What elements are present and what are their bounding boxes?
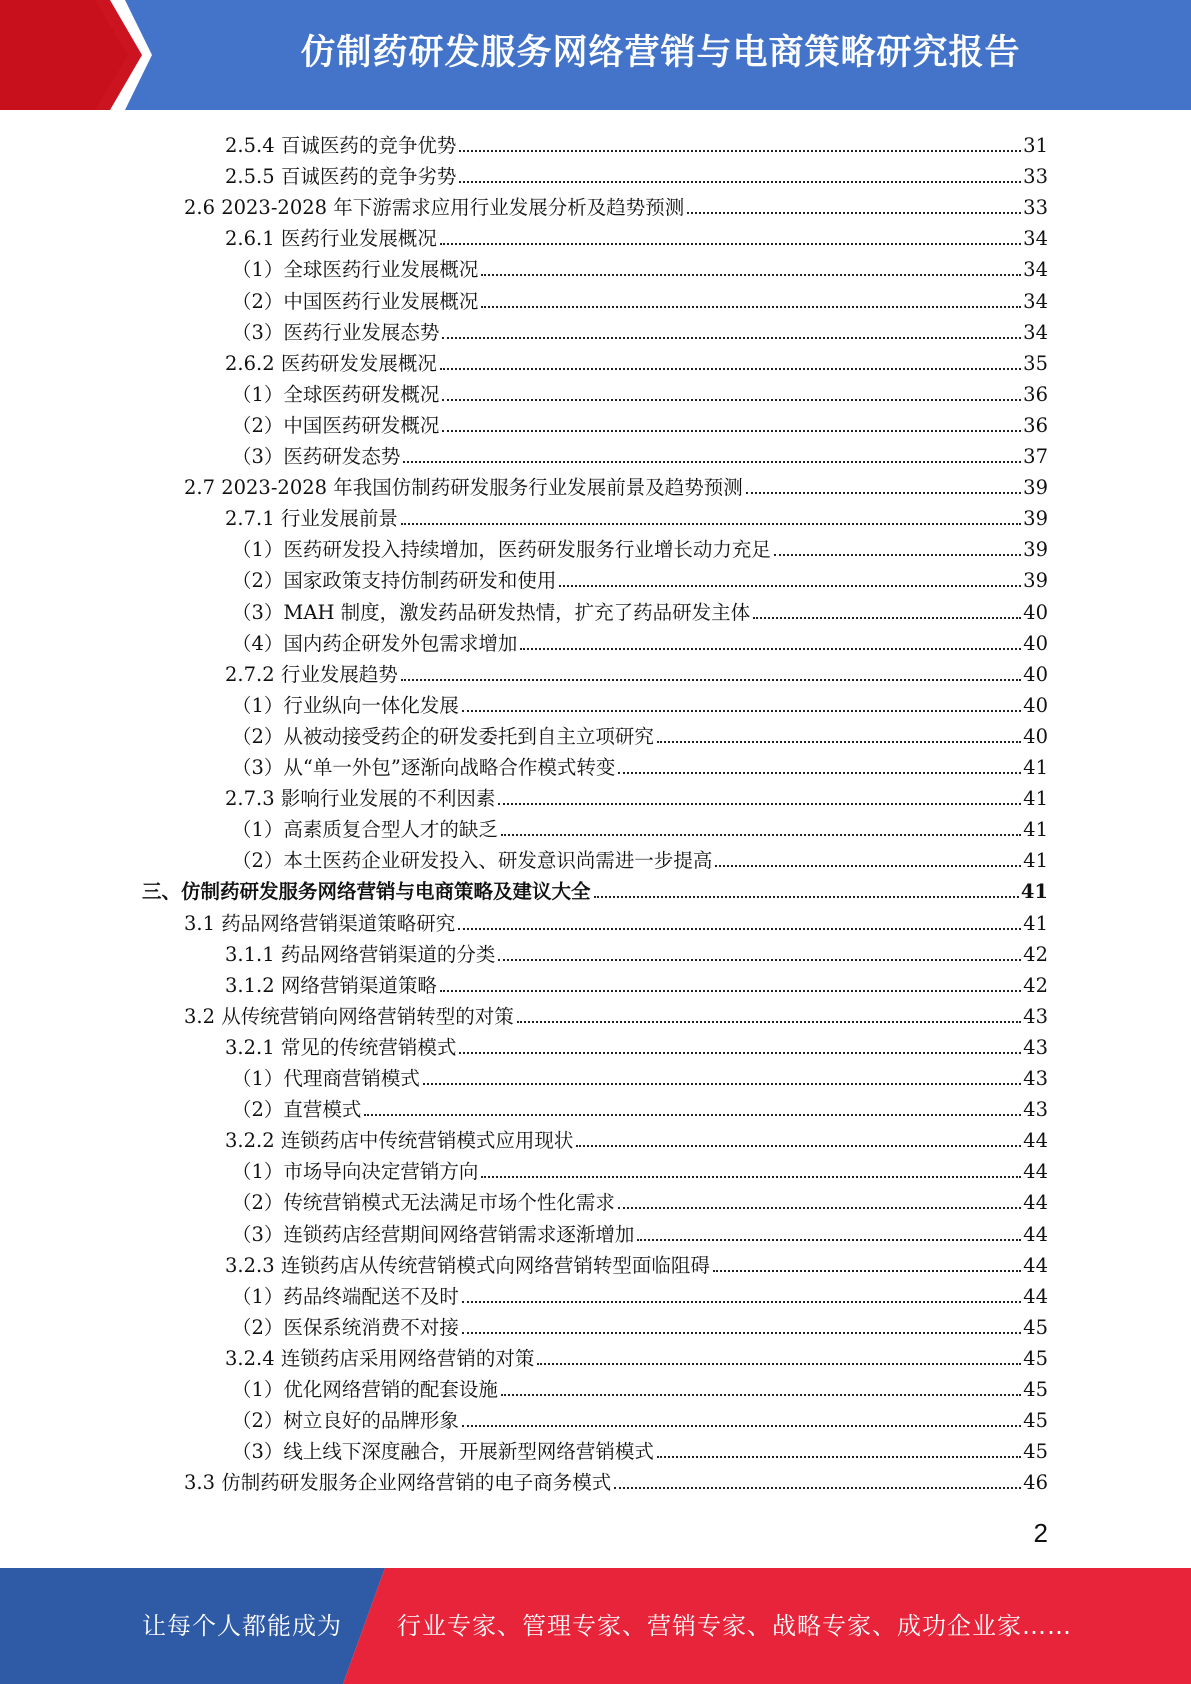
toc-entry[interactable] [232, 750, 1048, 781]
toc-entry-title: （2）中国医药行业发展概况 [232, 289, 479, 313]
toc-entry-title: 2.5.5 百诚医药的竞争劣势 [225, 165, 457, 189]
toc-entry-title: 2.5.4 百诚医药的竞争优势 [225, 134, 457, 157]
toc-entry-title: （2）国家政策支持仿制药研发和使用 [232, 569, 557, 593]
toc-entry-page: 45 [1023, 1315, 1048, 1339]
toc-entry[interactable] [232, 595, 1048, 626]
toc-entry-title: （2）医保系统消费不对接 [232, 1315, 459, 1339]
toc-entry-page: 40 [1023, 600, 1048, 624]
toc-entry-page: 31 [1023, 134, 1048, 157]
toc-dot-leader [576, 1145, 1021, 1147]
toc-entry-page: 39 [1023, 538, 1048, 562]
toc-entry[interactable] [225, 781, 1048, 812]
toc-entry-title: 3.2.4 连锁药店采用网络营销的对策 [225, 1346, 535, 1370]
toc-dot-leader [481, 1176, 1021, 1178]
toc-entry[interactable] [232, 688, 1048, 719]
toc-entry[interactable] [232, 408, 1048, 439]
toc-entry[interactable] [232, 1310, 1048, 1341]
toc-entry-title: （1）医药研发投入持续增加，医药研发服务行业增长动力充足 [232, 538, 771, 562]
toc-entry-page: 39 [1023, 569, 1048, 593]
header-banner [0, 0, 1191, 110]
toc-entry-page: 41 [1023, 849, 1048, 873]
toc-entry-title: 2.6.1 医药行业发展概况 [225, 227, 437, 251]
toc-entry[interactable] [225, 128, 1048, 159]
toc-entry[interactable] [225, 1030, 1048, 1061]
toc-entry-title: （3）连锁药店经营期间网络营销需求逐渐增加 [232, 1222, 635, 1246]
toc-dot-leader [440, 243, 1021, 245]
toc-entry-title: （1）行业纵向一体化发展 [232, 693, 459, 717]
toc-entry-page: 40 [1023, 693, 1048, 717]
toc-entry-page: 40 [1023, 662, 1048, 686]
toc-entry[interactable] [184, 999, 1048, 1030]
toc-dot-leader [501, 834, 1021, 836]
toc-dot-leader [442, 430, 1021, 432]
toc-entry-page: 34 [1023, 258, 1048, 282]
toc-entry-page: 44 [1023, 1129, 1048, 1153]
toc-entry[interactable] [232, 377, 1048, 408]
toc-dot-leader [637, 1239, 1021, 1241]
toc-entry-title: 2.7 2023-2028 年我国仿制药研发服务行业发展前景及趋势预测 [184, 476, 743, 500]
toc-dot-leader [657, 741, 1021, 743]
toc-entry[interactable] [225, 968, 1048, 999]
toc-entry[interactable] [232, 439, 1048, 470]
toc-entry[interactable] [232, 315, 1048, 346]
toc-entry-page: 42 [1023, 973, 1048, 997]
toc-entry-title: （3）MAH 制度，激发药品研发热情，扩充了药品研发主体 [232, 600, 751, 624]
toc-entry-title: （1）全球医药研发概况 [232, 382, 440, 406]
toc-entry-page: 44 [1023, 1253, 1048, 1277]
toc-entry-title: 3.1.2 网络营销渠道策略 [225, 973, 437, 997]
toc-entry[interactable] [225, 1248, 1048, 1279]
toc-entry-page: 42 [1023, 942, 1048, 966]
toc-entry-page: 43 [1023, 1004, 1048, 1028]
toc-entry-page: 45 [1023, 1378, 1048, 1401]
toc-dot-leader [618, 1207, 1021, 1209]
toc-entry-page: 41 [1020, 880, 1048, 904]
toc-entry-title: （2）从被动接受药企的研发委托到自主立项研究 [232, 724, 654, 748]
toc-dot-leader [715, 865, 1021, 867]
toc-dot-leader [481, 306, 1021, 308]
toc-entry-title: （3）线上线下深度融合，开展新型网络营销模式 [232, 1440, 654, 1464]
toc-entry[interactable] [232, 1403, 1048, 1434]
toc-dot-leader [442, 399, 1021, 401]
toc-dot-leader [459, 181, 1021, 183]
toc-entry[interactable] [225, 1341, 1048, 1372]
footer-slogan-left: 让每个人都能成为 [142, 1612, 342, 1640]
toc-entry-title: （1）药品终端配送不及时 [232, 1284, 459, 1308]
toc-entry-page: 44 [1023, 1284, 1048, 1308]
toc-dot-leader [459, 150, 1021, 152]
toc-entry-title: 3.2.3 连锁药店从传统营销模式向网络营销转型面临阻碍 [225, 1253, 710, 1277]
toc-dot-leader [364, 1114, 1021, 1116]
toc-entry-title: （1）代理商营销模式 [232, 1067, 420, 1090]
toc-entry[interactable] [225, 501, 1048, 532]
toc-entry[interactable] [184, 190, 1048, 221]
toc-entry-page: 34 [1023, 289, 1048, 313]
toc-entry[interactable] [232, 843, 1048, 874]
toc-dot-leader [481, 274, 1021, 276]
toc-entry[interactable] [232, 719, 1048, 750]
toc-entry-title: （1）市场导向决定营销方向 [232, 1160, 479, 1184]
toc-dot-leader [753, 617, 1021, 619]
toc-dot-leader [614, 1487, 1021, 1489]
toc-entry-title: （2）树立良好的品牌形象 [232, 1409, 459, 1433]
toc-entry-title: 2.7.1 行业发展前景 [225, 507, 398, 531]
toc-entry[interactable] [232, 1372, 1048, 1403]
toc-dot-leader [594, 896, 1019, 898]
toc-dot-leader [462, 710, 1021, 712]
toc-dot-leader [657, 1456, 1021, 1458]
toc-entry-title: （2）本土医药企业研发投入、研发意识尚需进一步提高 [232, 849, 713, 873]
toc-dot-leader [440, 368, 1021, 370]
toc-entry-title: （4）国内药企研发外包需求增加 [232, 631, 518, 655]
toc-entry-page: 39 [1023, 476, 1048, 500]
toc-entry[interactable] [232, 1434, 1048, 1465]
toc-entry-page: 41 [1023, 756, 1048, 779]
toc-dot-leader [687, 212, 1021, 214]
toc-entry-page: 33 [1023, 196, 1048, 220]
toc-entry-page: 36 [1023, 413, 1048, 437]
toc-entry-title: （2）直营模式 [232, 1098, 362, 1122]
toc-dot-leader [501, 1394, 1021, 1396]
toc-entry[interactable] [184, 1465, 1048, 1496]
toc-dot-leader [498, 959, 1021, 961]
toc-entry-page: 34 [1023, 227, 1048, 251]
toc-entry-title: （3）医药研发态势 [232, 445, 401, 468]
toc-entry[interactable] [225, 657, 1048, 688]
toc-entry[interactable] [232, 1217, 1048, 1248]
toc-entry[interactable] [232, 1061, 1048, 1092]
toc-dot-leader [462, 1332, 1021, 1334]
toc-dot-leader [458, 928, 1021, 930]
toc-dot-leader [746, 492, 1021, 494]
toc-entry-page: 35 [1023, 351, 1048, 375]
toc-entry[interactable] [232, 626, 1048, 657]
toc-entry-title: （3）从“单一外包”逐渐向战略合作模式转变 [232, 756, 616, 779]
toc-entry[interactable] [232, 812, 1048, 843]
toc-entry[interactable] [225, 937, 1048, 968]
toc-entry-title: 3.1.1 药品网络营销渠道的分类 [225, 942, 496, 966]
toc-dot-leader [713, 1270, 1021, 1272]
toc-entry[interactable] [184, 906, 1048, 937]
toc-entry-page: 41 [1023, 787, 1048, 811]
toc-entry-page: 33 [1023, 165, 1048, 189]
toc-entry-title: （2）传统营销模式无法满足市场个性化需求 [232, 1191, 615, 1215]
toc-entry-title: 3.3 仿制药研发服务企业网络营销的电子商务模式 [184, 1471, 612, 1495]
toc-entry-page: 43 [1023, 1035, 1048, 1059]
toc-entry-title: 三、仿制药研发服务网络营销与电商策略及建议大全 [142, 880, 591, 904]
toc-entry-page: 41 [1023, 911, 1048, 935]
toc-entry-page: 45 [1023, 1409, 1048, 1433]
toc-entry[interactable] [225, 346, 1048, 377]
toc-entry[interactable] [232, 252, 1048, 283]
toc-entry-page: 41 [1023, 818, 1048, 842]
toc-entry-page: 43 [1023, 1067, 1048, 1090]
toc-dot-leader [774, 554, 1021, 556]
toc-entry[interactable] [225, 221, 1048, 252]
toc-entry[interactable] [232, 1154, 1048, 1185]
toc-entry-page: 44 [1023, 1191, 1048, 1215]
toc-entry[interactable] [232, 532, 1048, 563]
toc-entry-title: 2.6 2023-2028 年下游需求应用行业发展分析及趋势预测 [184, 196, 685, 220]
toc-dot-leader [498, 803, 1021, 805]
toc-entry-page: 40 [1023, 724, 1048, 748]
toc-entry-title: 2.7.2 行业发展趋势 [225, 662, 398, 686]
toc-entry-page: 45 [1023, 1346, 1048, 1370]
toc-dot-leader [559, 585, 1021, 587]
toc-dot-leader [401, 679, 1021, 681]
toc-dot-leader [520, 648, 1021, 650]
toc-entry[interactable] [232, 1185, 1048, 1216]
toc-entry[interactable] [142, 874, 1048, 905]
toc-entry-title: 3.2.2 连锁药店中传统营销模式应用现状 [225, 1129, 574, 1153]
toc-entry-title: （1）全球医药行业发展概况 [232, 258, 479, 282]
toc-entry[interactable] [232, 1279, 1048, 1310]
toc-entry-title: 2.6.2 医药研发发展概况 [225, 351, 437, 375]
toc-dot-leader [537, 1363, 1021, 1365]
footer-banner [0, 1568, 1191, 1684]
toc-dot-leader [462, 1425, 1021, 1427]
toc-dot-leader [442, 337, 1021, 339]
toc-dot-leader [401, 523, 1021, 525]
toc-entry[interactable] [232, 284, 1048, 315]
toc-entry-title: （1）高素质复合型人才的缺乏 [232, 818, 498, 842]
toc-entry-title: 3.1 药品网络营销渠道策略研究 [184, 911, 456, 935]
toc-entry-page: 36 [1023, 382, 1048, 406]
toc-entry-page: 34 [1023, 320, 1048, 344]
toc-dot-leader [517, 1021, 1021, 1023]
toc-entry-page: 43 [1023, 1098, 1048, 1122]
page-number: 2 [1033, 1518, 1048, 1548]
toc-entry-page: 40 [1023, 631, 1048, 655]
toc-entry-page: 44 [1023, 1222, 1048, 1246]
toc-entry[interactable] [184, 470, 1048, 501]
toc-entry-page: 44 [1023, 1160, 1048, 1184]
toc-entry-page: 37 [1023, 445, 1048, 468]
toc-dot-leader [459, 1052, 1021, 1054]
toc-dot-leader [423, 1083, 1021, 1085]
toc-entry-title: 2.7.3 影响行业发展的不利因素 [225, 787, 496, 811]
footer-slogan-right: 行业专家、管理专家、营销专家、战略专家、成功企业家…… [397, 1612, 1072, 1640]
toc-dot-leader [403, 461, 1021, 463]
toc-entry-title: （1）优化网络营销的配套设施 [232, 1378, 498, 1401]
toc-entry[interactable] [225, 159, 1048, 190]
toc-entry[interactable] [232, 563, 1048, 594]
toc-entry-title: 3.2 从传统营销向网络营销转型的对策 [184, 1004, 514, 1028]
document-title: 仿制药研发服务网络营销与电商策略研究报告 [300, 33, 1021, 73]
toc-entry[interactable] [225, 1123, 1048, 1154]
toc-entry-title: （2）中国医药研发概况 [232, 413, 440, 437]
toc-dot-leader [618, 772, 1021, 774]
toc-entry-title: 3.2.1 常见的传统营销模式 [225, 1035, 457, 1059]
toc-entry-page: 45 [1023, 1440, 1048, 1464]
toc-dot-leader [462, 1301, 1021, 1303]
toc-dot-leader [440, 990, 1021, 992]
toc-entry-page: 39 [1023, 507, 1048, 531]
toc-entry-page: 46 [1023, 1471, 1048, 1495]
toc-entry-title: （3）医药行业发展态势 [232, 320, 440, 344]
toc-entry[interactable] [232, 1092, 1048, 1123]
